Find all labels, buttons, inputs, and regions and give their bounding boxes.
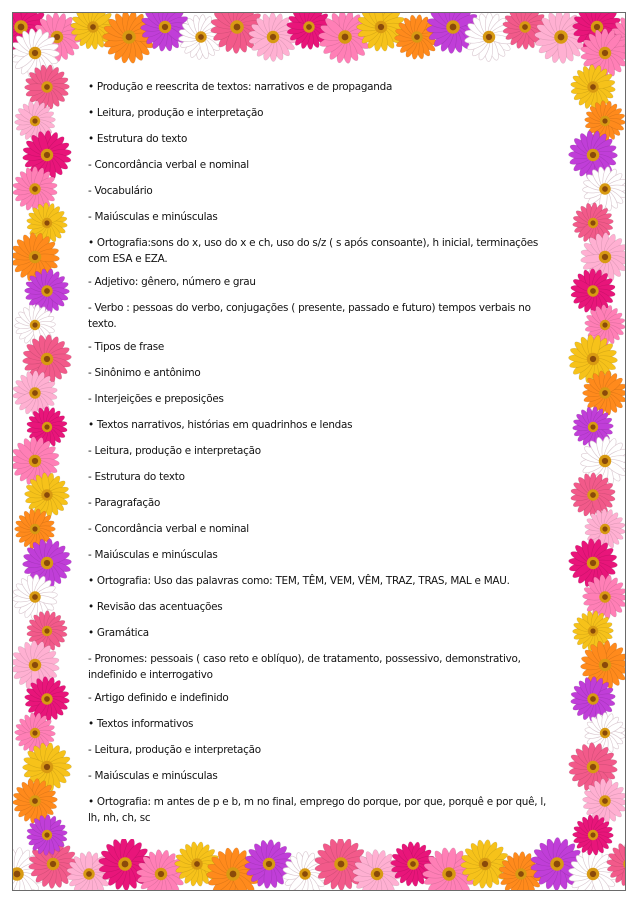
bullet-item: • Gramática	[88, 627, 149, 639]
dash-item: - Maiúsculas e minúsculas	[88, 770, 218, 782]
bullet-item: • Ortografia: Uso das palavras como: TEM, TÊM, VEM, VÊM, TRAZ, TRAS, MAL e MAU.	[88, 575, 510, 587]
document-page	[12, 12, 626, 891]
dash-item: - Verbo : pessoas do verbo, conjugações ( presente, passado e futuro) tempos verbais no texto.	[88, 302, 531, 330]
dash-item: - Paragrafação	[88, 497, 161, 509]
dash-item: - Estrutura do texto	[88, 471, 185, 483]
dash-item: - Adjetivo: gênero, número e grau	[88, 276, 256, 288]
dash-item: - Vocabulário	[88, 185, 153, 197]
dash-item: - Maiúsculas e minúsculas	[88, 549, 218, 561]
dash-item: - Pronomes: pessoais ( caso reto e oblíquo), de tratamento, possessivo, demonstrativo, indefinido e interrogativo	[88, 653, 521, 681]
dash-item: - Concordância verbal e nominal	[88, 159, 249, 171]
bullet-item: • Estrutura do texto	[88, 133, 188, 145]
dash-item: - Sinônimo e antônimo	[88, 367, 201, 379]
dash-item: - Maiúsculas e minúsculas	[88, 211, 218, 223]
bullet-item: • Leitura, produção e interpretação	[88, 107, 264, 119]
flower-icon	[13, 574, 58, 619]
dash-item: - Artigo definido e indefinido	[88, 692, 229, 704]
bullet-item: • Ortografia: m antes de p e b, m no final, emprego do porque, por que, porquê e por quê, l, lh, nh, ch, sc	[88, 796, 547, 824]
dash-item: - Leitura, produção e interpretação	[88, 445, 261, 457]
dash-item: - Tipos de frase	[88, 341, 165, 353]
bullet-item: • Textos informativos	[88, 718, 194, 730]
dash-item: - Interjeições e preposições	[88, 393, 224, 405]
bullet-item: • Textos narrativos, histórias em quadrinhos e lendas	[88, 419, 353, 431]
content-area	[88, 79, 553, 839]
dash-item: - Concordância verbal e nominal	[88, 523, 249, 535]
bullet-item: • Produção e reescrita de textos: narrativos e de propaganda	[88, 81, 393, 93]
dash-item: - Leitura, produção e interpretação	[88, 744, 261, 756]
bullet-item: • Revisão das acentuações	[88, 601, 223, 613]
bullet-item: • Ortografia:sons do x, uso do x e ch, uso do s/z ( s após consoante), h inicial, terminações com ESA e EZA.	[88, 237, 539, 265]
flower-icon	[570, 676, 615, 721]
flower-icon	[13, 778, 58, 823]
